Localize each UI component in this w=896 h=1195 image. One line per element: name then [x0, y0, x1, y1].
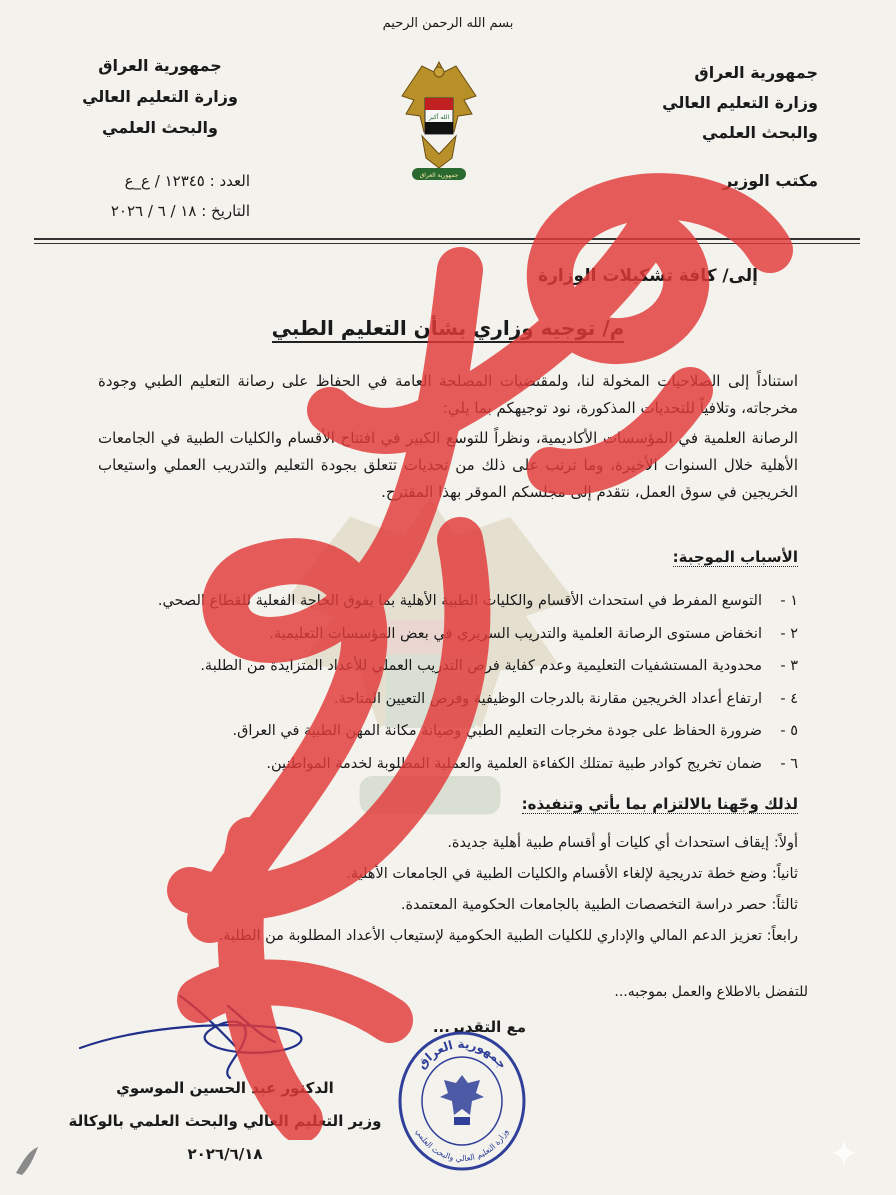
decisions-heading: لذلك وجّهنا بالالتزام بما يأتي وتنفيذه:	[521, 795, 798, 813]
header-left-ministry: وزارة التعليم العالي	[82, 87, 238, 106]
intro-paragraph: الرصانة العلمية في المؤسسات الأكاديمية، ونظراً للتوسع الكبير في افتتاح الأقسام والكليات الطبية في الجامعات الأهلية خلال السنوات الأخيرة، وما ترتب على ذلك من تحديات تتعلق بجودة التعليم والتدريب العملي واستيعاب الخريجين في سوق العمل، نتقدم إلى مجلسكم الموقر بهذا المقترح.	[98, 429, 798, 501]
regards-line: مع التقدير...	[432, 1018, 526, 1036]
seal-bottom-text: وزارة التعليم العالي والبحث العلمي	[414, 1127, 510, 1164]
reasons-list	[78, 585, 798, 780]
list-item: ثانياً: وضع خطة تدريجية لإلغاء الأقسام والكليات الطبية في الجامعات الأهلية.	[346, 866, 798, 882]
signer-date: ٢٠٢٦/٦/١٨	[187, 1145, 263, 1163]
official-seal-icon	[392, 1025, 532, 1175]
basmala: بسم الله الرحمن الرحيم	[382, 16, 514, 31]
signer-title: وزير التعليم العالي والبحث العلمي بالوكالة	[68, 1112, 382, 1130]
list-item: رابعاً: تعزيز الدعم المالي والإداري للكليات الطبية الحكومية لإستيعاب الأعداد المطلوبة من الطلبة.	[218, 928, 798, 944]
svg-text:الله أكبر: الله أكبر	[428, 114, 450, 121]
intro-body	[98, 368, 798, 509]
list-item: ١ -التوسع المفرط في استحداث الأقسام والكليات الطبية الأهلية بما يفوق الحاجة الفعلية للقطاع الصحي.	[157, 593, 798, 609]
closing-line: للتفضل بالاطلاع والعمل بموجبه...	[614, 984, 808, 1000]
seal-top-text: جمهورية العراق	[414, 1036, 510, 1072]
list-item: ٢ -انخفاض مستوى الرصانة العلمية والتدريب السريري في بعض المؤسسات التعليمية.	[269, 625, 798, 642]
iraq-eagle-emblem-icon	[398, 58, 480, 193]
header-country: جمهورية العراق	[694, 63, 818, 82]
list-item: ٤ -ارتفاع أعداد الخريجين مقارنة بالدرجات الوظيفية وفرص التعيين المتاحة.	[334, 690, 798, 707]
reasons-heading: الأسباب الموجبة:	[672, 548, 798, 566]
header-left	[70, 50, 250, 143]
list-item: أولاً: إيقاف استحداث أي كليات أو أقسام طبية أهلية جديدة.	[447, 835, 798, 851]
signature-icon	[70, 990, 320, 1080]
header-office: مكتب الوزير	[723, 171, 818, 190]
subject-text: م/ توجيه وزاري بشأن التعليم الطبي	[272, 316, 625, 343]
signer-block	[60, 1072, 390, 1171]
intro-paragraph: استناداً إلى الصلاحيات المخولة لنا، ولمقتضيات المصلحة العامة في الحفاظ على رصانة التعليم الطبي وجودة مخرجاته، وتلافياً للتحديات المذكورة، نود توجيهكم بما يلي:	[98, 372, 798, 417]
list-item: ثالثاً: حصر دراسة التخصصات الطبية بالجامعات الحكومية المعتمدة.	[400, 897, 798, 913]
emblem-ribbon-text: جمهورية العراق	[419, 172, 459, 179]
list-item: ٥ -ضرورة الحفاظ على جودة مخرجات التعليم الطبي وصيانة مكانة المهن الطبية في العراق.	[232, 723, 798, 739]
header-rule	[34, 238, 860, 240]
header-left-ministry-sub: والبحث العلمي	[102, 118, 218, 137]
reference-number: العدد : ١٢٣٤٥ / ع_ع	[124, 172, 250, 190]
header-left-country: جمهورية العراق	[98, 56, 222, 75]
list-item: ٦ -ضمان تخريج كوادر طبية تمتلك الكفاءة العلمية والعملية المطلوبة لخدمة المواطنين.	[266, 755, 798, 772]
reference-date: التاريخ : ١٨ / ٦ / ٢٠٢٦	[110, 202, 250, 220]
header-ministry-sub: والبحث العلمي	[702, 123, 818, 142]
decisions-list	[78, 828, 798, 952]
list-item: ٣ -محدودية المستشفيات التعليمية وعدم كفاية فرص التدريب العملي للأعداد المتزايدة من الطلبة.	[200, 658, 798, 674]
header-ministry: وزارة التعليم العالي	[662, 93, 818, 112]
corner-logo-icon	[12, 1143, 42, 1179]
addressee: إلى/ كافة تشكيلات الوزارة	[538, 266, 758, 286]
sparkle-icon	[830, 1139, 858, 1167]
header-rule-thin	[34, 243, 860, 244]
reference-block	[60, 166, 250, 226]
header-right	[662, 58, 818, 196]
signer-name: الدكتور عبد الحسين الموسوي	[116, 1079, 334, 1097]
subject-line	[0, 316, 896, 340]
